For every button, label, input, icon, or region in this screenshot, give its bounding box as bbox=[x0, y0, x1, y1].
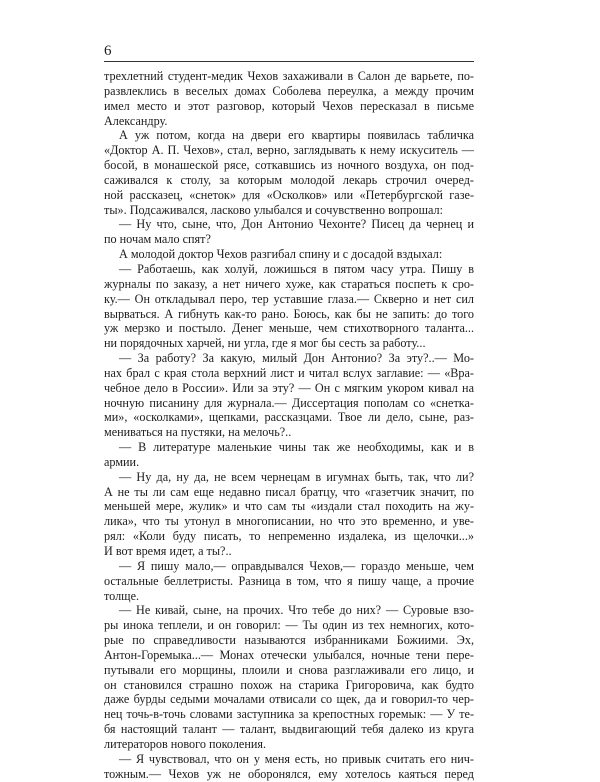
text-line: нах брал с края стола верхний лист и читал вслух заглавие: — «Вра- bbox=[104, 365, 474, 380]
text-line: — В литературе маленькие чины так же необходимы, как и в bbox=[119, 440, 474, 455]
text-line: ку.— Он откладывал перо, тер уставшие глаза.— Скверно и нет сил bbox=[104, 291, 474, 306]
text-line: армии. bbox=[104, 454, 140, 469]
text-line: — За работу? За какую, милый Дон Антонио? За эту?..— Мо- bbox=[119, 351, 474, 366]
text-line: даже бурды седыми мочалами отвисали со щек, да и говорил-то чер- bbox=[104, 692, 474, 707]
text-line: тожным.— Чехов уж не оборонялся, ему хотелось каяться перед bbox=[104, 766, 474, 781]
text-line: вырваться. А гибнуть как-то рано. Боюсь, как бы не запить: до того bbox=[104, 306, 474, 321]
text-line: мениваться на пустяки, на мелочь?.. bbox=[104, 425, 292, 440]
page-number: 6 bbox=[104, 43, 112, 59]
text-line: развлеклись в веселых домах Соболева переулка, а между прочим bbox=[104, 83, 474, 98]
text-line: «Доктор А. П. Чехов», стал, верно, заглядывать к нему искуситель — bbox=[104, 143, 474, 158]
text-line: толще. bbox=[104, 588, 140, 603]
text-line: остальные беллетристы. Разница в том, что я пишу чаще, а прочие bbox=[104, 573, 474, 588]
text-line: путывали его морщины, плоили и снова разглаживали его лицо, и bbox=[104, 662, 474, 677]
text-line: журналы по заказу, а нет ничего хуже, как стараться поспеть к сро- bbox=[104, 276, 474, 291]
text-line: — Я пишу мало,— оправдывался Чехов,— гораздо меньше, чем bbox=[119, 558, 474, 573]
header-rule bbox=[104, 61, 474, 62]
text-line: Александру. bbox=[104, 113, 168, 128]
text-line: А уж потом, когда на двери его квартиры появилась табличка bbox=[119, 128, 474, 143]
text-line: ной рассказец, «снеток» для «Осколков» или «Петербургской газе- bbox=[104, 187, 474, 202]
text-line: чебное дело в России». Или за эту? — Он с мягким укором кивал на bbox=[104, 380, 474, 395]
text-line: — Ну да, ну да, не всем чернецам в игумнах быть, так, что ли? bbox=[119, 469, 474, 484]
text-line: бя настоящий талант — талант, выдвигающий тебя далеко из круга bbox=[104, 722, 474, 737]
text-line: А молодой доктор Чехов разгибал спину и с досадой вздыхал: bbox=[119, 247, 443, 262]
text-line: Антон-Горемыка...— Монах отечески улыбался, ночные тени пере- bbox=[104, 647, 474, 662]
text-line: А не ты ли сам еще недавно писал братцу, что «газетчик значит, по bbox=[104, 484, 474, 499]
text-line: — Я чувствовал, что он у меня есть, но привык считать его нич- bbox=[119, 751, 474, 766]
text-line: — Работаешь, как холуй, ложишься в пятом часу утра. Пишу в bbox=[119, 261, 474, 276]
text-line: саживался к столу, за которым молодой лекарь строчил очеред- bbox=[104, 172, 474, 187]
text-line: меньшей мере, жулик» и что сам ты «издали стал походить на жу- bbox=[104, 499, 474, 514]
text-line: босой, в монашеской рясе, соткавшись из ночного воздуха, он под- bbox=[104, 158, 474, 173]
text-line: литераторов нового поколения. bbox=[104, 736, 267, 751]
text-line: ты». Подсаживался, ласково улыбался и сочувственно вопрошал: bbox=[104, 202, 443, 217]
text-line: ры инока теплели, и он говорил: — Ты один из тех немногих, кото- bbox=[104, 618, 474, 633]
text-line: — Не кивай, сыне, на прочих. Что тебе до них? — Суровые взо- bbox=[119, 603, 474, 618]
text-line: уж мерзко и постыло. Денег меньше, чем стихотворного таланта... bbox=[104, 321, 474, 336]
body-text bbox=[104, 69, 474, 782]
text-line: — Ну что, сыне, что, Дон Антонио Чехонте? Писец да чернец и bbox=[119, 217, 474, 232]
text-line: трехлетний студент-медик Чехов захаживали в Салон де варьете, по- bbox=[104, 69, 474, 83]
text-line: рые по справедливости называются избранниками Божиими. Эх, bbox=[104, 633, 474, 648]
text-line: ночную писанину для журнала.— Диссертация пополам со «снетка- bbox=[104, 395, 474, 410]
text-line: по ночам мало спят? bbox=[104, 232, 211, 247]
text-line: И вот время идет, а ты?.. bbox=[104, 544, 232, 558]
text-line: ни порядочных харчей, ни угла, где я мог бы сесть за работу... bbox=[104, 336, 426, 351]
text-line: нец точь-в-точь словами заступника за крепостных горемык: — У те- bbox=[104, 707, 474, 722]
text-line: лика», что ты утонул в многописании, но что это временно, и уве- bbox=[104, 514, 474, 529]
text-line: ми», «осколками», щепками, рассказцами. Твое ли дело, сыне, раз- bbox=[104, 410, 474, 425]
text-line: он становился страшно похож на старика Григоровича, как будто bbox=[104, 677, 474, 692]
text-line: рял: «Коли буду писать, то непременно издалека, из щелочки...» bbox=[104, 529, 474, 544]
text-line: имел место и этот разговор, который Чехов пересказал в письме bbox=[104, 98, 474, 113]
